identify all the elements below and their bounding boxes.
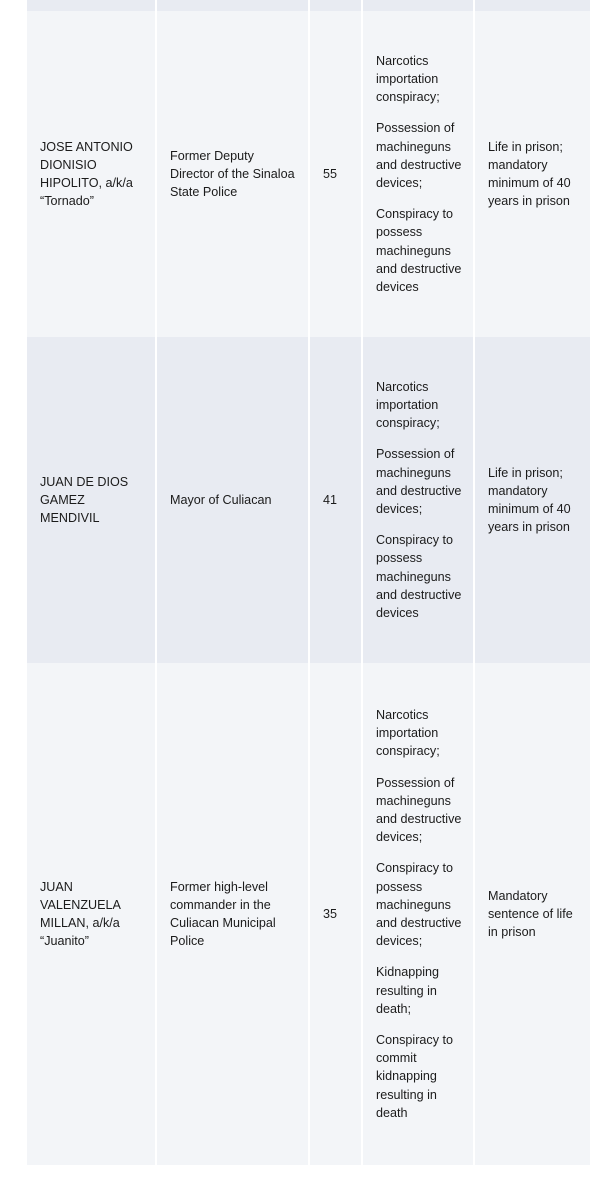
table-cell bbox=[362, 0, 474, 11]
table-row bbox=[26, 337, 591, 663]
table-row bbox=[26, 11, 591, 337]
charge-item: Possession of machineguns and destructive devices; bbox=[376, 775, 462, 845]
table-row-partial bbox=[26, 0, 591, 11]
charge-item: Narcotics importation conspiracy; bbox=[376, 379, 440, 431]
defendant-age: 35 bbox=[309, 663, 362, 1165]
defendant-position: Former high-level commander in the Culiacan Municipal Police bbox=[156, 663, 309, 1165]
charge-item: Narcotics importation conspiracy; bbox=[376, 53, 440, 105]
table-cell bbox=[156, 0, 309, 11]
table-row bbox=[26, 663, 591, 1165]
defendant-sentence: Mandatory sentence of life in prison bbox=[474, 663, 591, 1165]
charge-item: Possession of machineguns and destructive devices; bbox=[376, 121, 462, 190]
charge-item: Narcotics importation conspiracy; bbox=[376, 707, 440, 759]
defendant-charges bbox=[362, 663, 474, 1165]
charge-item: Possession of machineguns and destructive devices; bbox=[376, 447, 462, 516]
defendant-name: JOSE ANTONIO DIONISIO HIPOLITO, a/k/a “Tornado” bbox=[26, 11, 156, 337]
charge-list bbox=[376, 706, 463, 1122]
table-cell bbox=[26, 0, 156, 11]
charge-item: Kidnapping resulting in death; bbox=[376, 965, 440, 1016]
defendant-charges bbox=[362, 337, 474, 663]
defendant-age: 41 bbox=[309, 337, 362, 663]
defendant-sentence: Life in prison; mandatory minimum of 40 years in prison bbox=[474, 11, 591, 337]
defendant-position: Mayor of Culiacan bbox=[156, 337, 309, 663]
defendant-charges bbox=[362, 11, 474, 337]
charge-item: Conspiracy to possess machineguns and destructive devices bbox=[376, 533, 462, 621]
defendant-name: JUAN VALENZUELA MILLAN, a/k/a “Juanito” bbox=[26, 663, 156, 1165]
defendant-age: 55 bbox=[309, 11, 362, 337]
table-cell bbox=[309, 0, 362, 11]
defendant-position: Former Deputy Director of the Sinaloa State Police bbox=[156, 11, 309, 337]
charge-item: Conspiracy to possess machineguns and destructive devices; bbox=[376, 861, 462, 949]
defendant-name: JUAN DE DIOS GAMEZ MENDIVIL bbox=[26, 337, 156, 663]
charge-item: Conspiracy to commit kidnapping resulting in death bbox=[376, 1033, 453, 1120]
charge-item: Conspiracy to possess machineguns and destructive devices bbox=[376, 207, 462, 295]
defendant-sentence: Life in prison; mandatory minimum of 40 years in prison bbox=[474, 337, 591, 663]
table-cell bbox=[474, 0, 591, 11]
charge-list bbox=[376, 378, 463, 622]
defendants-table bbox=[25, 0, 592, 1165]
charge-list bbox=[376, 52, 463, 296]
